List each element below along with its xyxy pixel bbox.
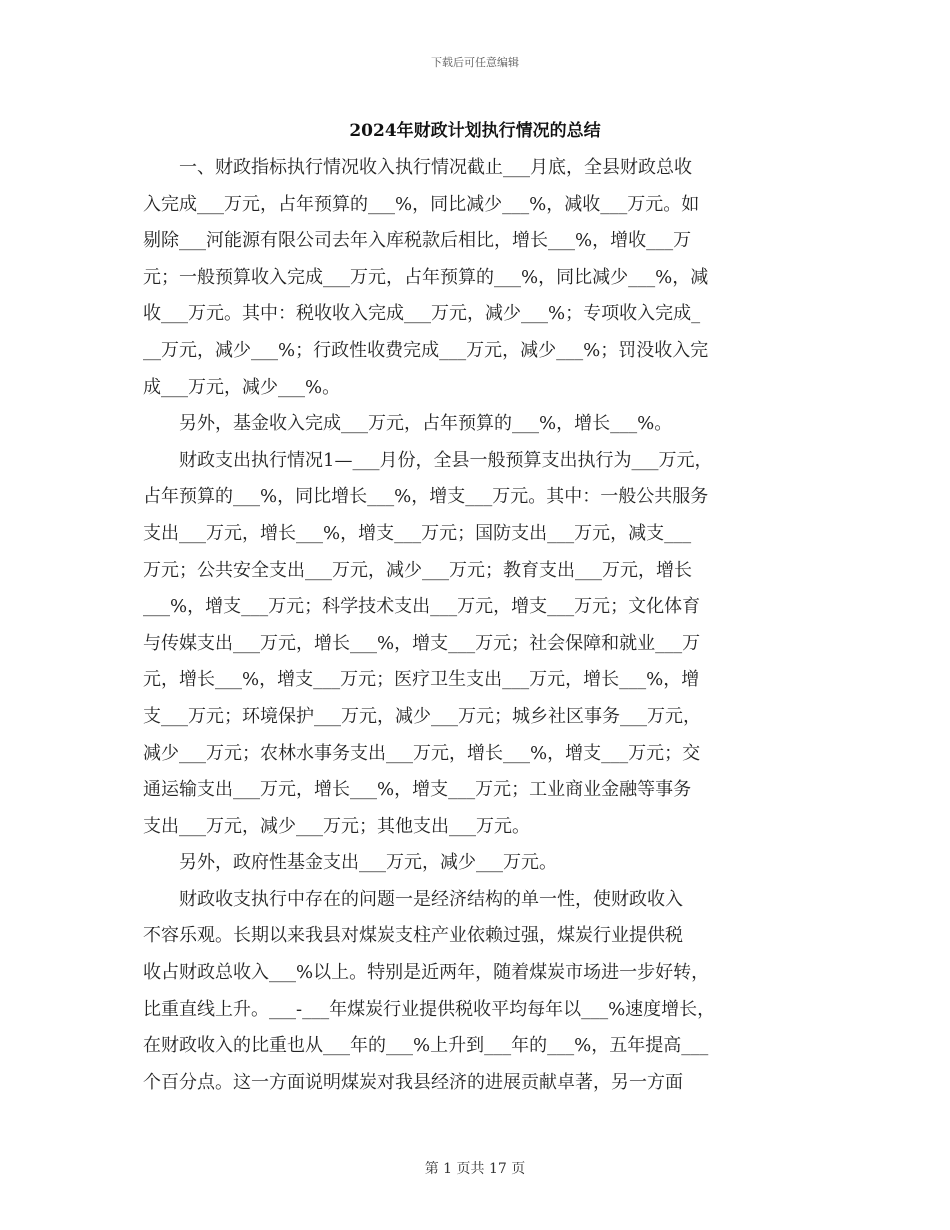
text-line: 通运输支出___万元，增长___%，增支___万元；工业商业金融等事务: [143, 779, 692, 801]
text-line: __万元，减少___%；行政性收费完成___万元，减少___%；罚没收入完: [143, 339, 709, 361]
text-line: 另外，基金收入完成___万元，占年预算的___%，增长___%。: [143, 413, 673, 435]
text-line: 与传媒支出___万元，增长___%，增支___万元；社会保障和就业___万: [143, 632, 701, 654]
text-line: 财政收支执行中存在的问题一是经济结构的单一性，使财政收入: [143, 888, 683, 910]
text-line: 另外，政府性基金支出___万元，减少___万元。: [143, 852, 557, 874]
text-line: 不容乐观。长期以来我县对煤炭支柱产业依赖过强，煤炭行业提供税: [143, 925, 683, 947]
text-line: 万元；公共安全支出___万元，减少___万元；教育支出___万元，增长: [143, 559, 692, 581]
text-line: 元；一般预算收入完成___万元，占年预算的___%，同比减少___%，减: [143, 266, 709, 288]
text-line: 入完成___万元，占年预算的___%，同比减少___%，减收___万元。如: [143, 193, 700, 215]
text-line: 比重直线上升。___-___年煤炭行业提供税收平均每年以___%速度增长，: [143, 998, 716, 1020]
text-line: 收___万元。其中：税收收入完成___万元，减少___%；专项收入完成_: [143, 303, 701, 325]
text-line: 支___万元；环境保护___万元，减少___万元；城乡社区事务___万元，: [143, 705, 701, 727]
text-line: 支出___万元，减少___万元；其他支出___万元。: [143, 815, 530, 837]
text-line: 成___万元，减少___%。: [143, 376, 341, 398]
text-line: 财政支出执行情况1—___月份，全县一般预算支出执行为___万元，: [143, 449, 713, 471]
page-footer-number: 第 1 页共 17 页: [424, 1161, 526, 1177]
text-line: 一、财政指标执行情况收入执行情况截止___月底，全县财政总收: [143, 157, 692, 178]
text-line: 收占财政总收入___%以上。特别是近两年，随着煤炭市场进一步好转，: [143, 962, 710, 984]
text-line: 元，增长___%，增支___万元；医疗卫生支出___万元，增长___%，增: [143, 669, 700, 691]
text-line: 在财政收入的比重也从___年的___%上升到___年的___%，五年提高___: [143, 1035, 709, 1057]
page-header-note: 下载后可任意编辑: [431, 56, 519, 69]
text-line: 支出___万元，增长___%，增支___万元；国防支出___万元，减支___: [143, 522, 692, 544]
text-line: 个百分点。这一方面说明煤炭对我县经济的进展贡献卓著，另一方面: [143, 1071, 683, 1093]
text-line: 剔除___河能源有限公司去年入库税款后相比，增长___%，增收___万: [143, 230, 692, 252]
text-line: 占年预算的___%，同比增长___%，增支___万元。其中：一般公共服务: [143, 486, 709, 508]
document-body: [143, 150, 831, 1101]
text-line: ___%，增支___万元；科学技术支出___万元，增支___万元；文化体育: [143, 596, 701, 618]
text-line: 减少___万元；农林水事务支出___万元，增长___%，增支___万元；交: [143, 742, 701, 764]
document-title: 2024年财政计划执行情况的总结: [349, 121, 601, 141]
